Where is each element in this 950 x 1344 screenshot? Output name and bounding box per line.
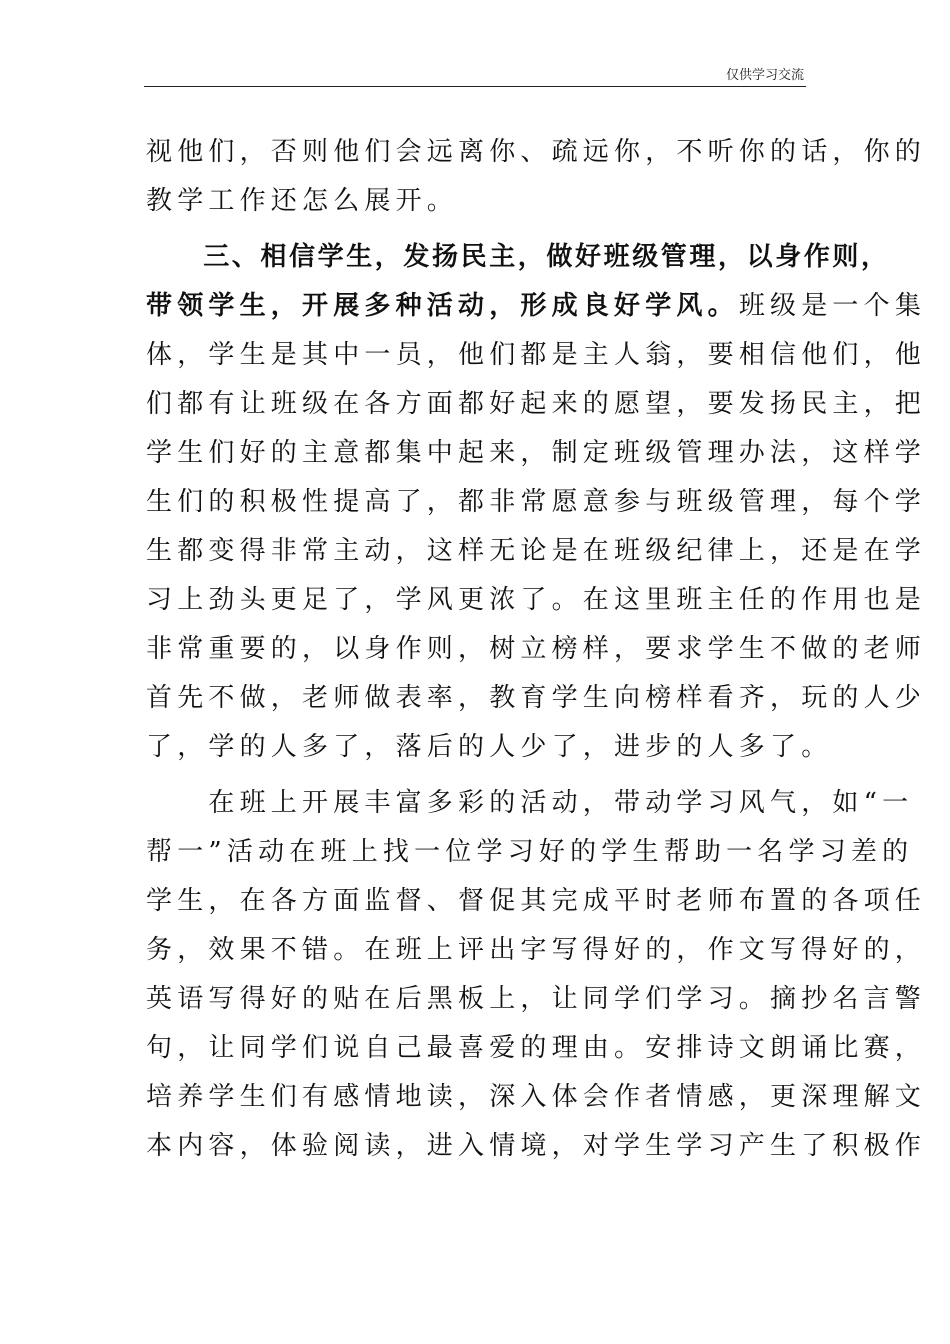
paragraph-3 xyxy=(146,779,927,1171)
text-line: 生都变得非常主动，这样无论是在班级纪律上，还是在学 xyxy=(146,536,927,566)
text-line: 培养学生们有感情地读，深入体会作者情感，更深理解文 xyxy=(146,1082,927,1112)
text-line: 务，效果不错。在班上评出字写得好的，作文写得好的， xyxy=(146,935,927,965)
paragraph-2 xyxy=(146,233,927,772)
text-line: 习上劲头更足了，学风更浓了。在这里班主任的作用也是 xyxy=(146,585,927,615)
section-heading-text: 三、相信学生，发扬民主，做好班级管理，以身作则， xyxy=(203,242,890,272)
text-line: 生们的积极性提高了，都非常愿意参与班级管理，每个学 xyxy=(146,487,927,517)
text-line: 了，学的人多了，落后的人少了，进步的人多了。 xyxy=(146,732,833,762)
text-line: 帮一”活动在班上找一位学习好的学生帮助一名学习差的 xyxy=(146,837,914,867)
text-line: 们都有让班级在各方面都好起来的愿望，要发扬民主，把 xyxy=(146,389,927,419)
text-line: 首先不做，老师做表率，教育学生向榜样看齐，玩的人少 xyxy=(146,683,927,713)
text-line: 本内容，体验阅读，进入情境，对学生学习产生了积极作 xyxy=(146,1131,927,1161)
header-text: 仅供学习交流 xyxy=(725,68,804,83)
document-body xyxy=(146,128,927,1171)
text-line: 在班上开展丰富多彩的活动，带动学习风气，如“一 xyxy=(146,788,914,818)
section-heading-continued: 带领学生，开展多种活动，形成良好学风。 xyxy=(146,291,739,321)
text-line: 体，学生是其中一员，他们都是主人翁，要相信他们，他 xyxy=(146,340,927,370)
text-line: 句，让同学们说自己最喜爱的理由。安排诗文朗诵比赛， xyxy=(146,1033,927,1063)
section-heading-line xyxy=(146,233,890,282)
text-line: 视他们，否则他们会远离你、疏远你，不听你的话，你的 xyxy=(146,137,927,167)
text-line: 英语写得好的贴在后黑板上，让同学们学习。摘抄名言警 xyxy=(146,984,927,1014)
text-line: 学生们好的主意都集中起来，制定班级管理办法，这样学 xyxy=(146,438,927,468)
paragraph-1 xyxy=(146,128,927,226)
text-line: 学生，在各方面监督、督促其完成平时老师布置的各项任 xyxy=(146,886,927,916)
text-line: 教学工作还怎么展开。 xyxy=(146,186,459,216)
text-line: 非常重要的，以身作则，树立榜样，要求学生不做的老师 xyxy=(146,634,927,664)
text-line xyxy=(146,282,927,331)
text-line-rest: 班级是一个集 xyxy=(738,291,927,321)
page-header xyxy=(144,58,806,87)
